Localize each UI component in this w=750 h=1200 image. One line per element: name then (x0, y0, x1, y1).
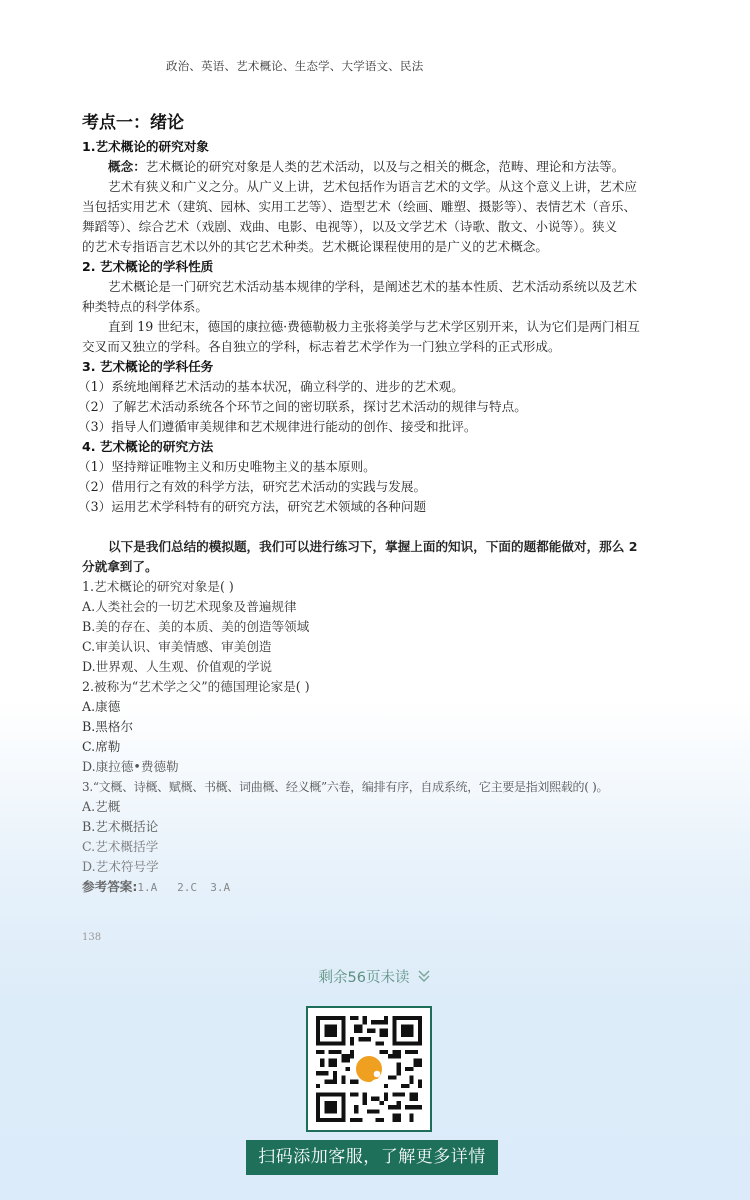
double-chevron-down-icon (417, 969, 431, 987)
question-option: C.席勒 (82, 739, 121, 754)
question-option: C.审美认识、审美情感、审美创造 (82, 639, 272, 654)
paragraph-line: 艺术概论是一门研究艺术活动基本规律的学科，是阐述艺术的基本性质、艺术活动系统以及艺术 (108, 279, 637, 294)
section-heading-1: 1.艺术概论的研究对象 (82, 139, 209, 154)
list-item: （3）运用艺术学科特有的研究方法，研究艺术领域的各种问题 (78, 499, 427, 514)
question-option: A.人类社会的一切艺术现象及普遍规律 (82, 599, 297, 614)
paragraph-line: 交叉而又独立的学科。各自独立的学科，标志着艺术学作为一门独立学科的正式形成。 (82, 339, 561, 354)
page-header-subjects: 政治、英语、艺术概论、生态学、大学语文、民法 (166, 59, 424, 73)
list-item: （1）系统地阐释艺术活动的基本状况，确立科学的、进步的艺术观。 (78, 379, 464, 394)
question-option: B.美的存在、美的本质、美的创造等领域 (82, 619, 310, 634)
remaining-pages-label: 剩余56页未读 (318, 970, 410, 986)
practice-intro: 分就拿到了。 (82, 559, 158, 574)
answer-key-label: 参考答案: (82, 879, 138, 894)
list-item: （2）借用行之有效的科学方法，研究艺术活动的实践与发展。 (78, 479, 427, 494)
section-heading-2: 2. 艺术概论的学科性质 (82, 259, 214, 274)
paragraph-line: 的艺术专指语言艺术以外的其它艺术种类。艺术概论课程使用的是广义的艺术概念。 (82, 239, 548, 254)
qr-code[interactable] (306, 1006, 432, 1132)
page-number: 138 (82, 932, 102, 943)
paragraph-line: 直到 19 世纪末，德国的康拉德·费德勒极力主张将美学与艺术学区别开来，认为它们是两门相互 (108, 319, 640, 334)
question-option: B.艺术概括论 (82, 819, 159, 834)
user-avatar-icon (354, 1054, 384, 1084)
paragraph-line: 当包括实用艺术（建筑、园林、实用工艺等）、造型艺术（绘画、雕塑、摄影等）、表情艺术（音乐、 (82, 199, 637, 214)
question-stem: 2.被称为“艺术学之父”的德国理论家是( ) (82, 679, 310, 694)
section-heading-3: 3. 艺术概论的学科任务 (82, 359, 214, 374)
question-option: A.艺概 (82, 799, 121, 814)
question-option: D.艺术符号学 (82, 859, 159, 874)
paragraph-line: 舞蹈等）、综合艺术（戏剧、戏曲、电影、电视等），以及文学艺术（诗歌、散文、小说等）。狭义 (82, 219, 618, 234)
question-option: D.康拉德•费德勒 (82, 759, 179, 774)
concept-label: 概念： (108, 159, 146, 174)
question-stem: 1.艺术概论的研究对象是( ) (82, 579, 234, 594)
paragraph-line: 艺术有狭义和广义之分。从广义上讲，艺术包括作为语言艺术的文学。从这个意义上讲，艺术应 (108, 179, 637, 194)
question-option: C.艺术概括学 (82, 839, 159, 854)
page-title: 考点一：绪论 (82, 113, 184, 133)
question-option: B.黑格尔 (82, 719, 134, 734)
concept-paragraph (82, 157, 672, 177)
list-item: （1）坚持辩证唯物主义和历史唯物主义的基本原则。 (78, 459, 376, 474)
contact-service-button[interactable]: 扫码添加客服，了解更多详情 (246, 1140, 498, 1175)
concept-text: 艺术概论的研究对象是人类的艺术活动，以及与之相关的概念，范畴、理论和方法等。 (145, 159, 625, 174)
question-stem: 3.“文概、诗概、赋概、书概、词曲概、经义概”六卷，编排有序，自成系统，它主要是指刘熙载的( )。 (82, 780, 609, 794)
list-item: （2）了解艺术活动系统各个环节之间的密切联系，探讨艺术活动的规律与特点。 (78, 399, 527, 414)
question-option: A.康德 (82, 699, 121, 714)
answer-key-values: 1.A 2.C 3.A (137, 881, 231, 894)
paragraph-line: 种类特点的科学体系。 (82, 299, 208, 314)
question-option: D.世界观、人生观、价值观的学说 (82, 659, 272, 674)
answer-key (82, 877, 672, 898)
read-more-button[interactable] (0, 966, 750, 987)
document-body (78, 110, 672, 898)
section-heading-4: 4. 艺术概论的研究方法 (82, 439, 214, 454)
list-item: （3）指导人们遵循审美规律和艺术规律进行能动的创作、接受和批评。 (78, 419, 477, 434)
practice-intro: 以下是我们总结的模拟题，我们可以进行练习下，掌握上面的知识，下面的题都能做对，那么 2 (108, 539, 638, 554)
